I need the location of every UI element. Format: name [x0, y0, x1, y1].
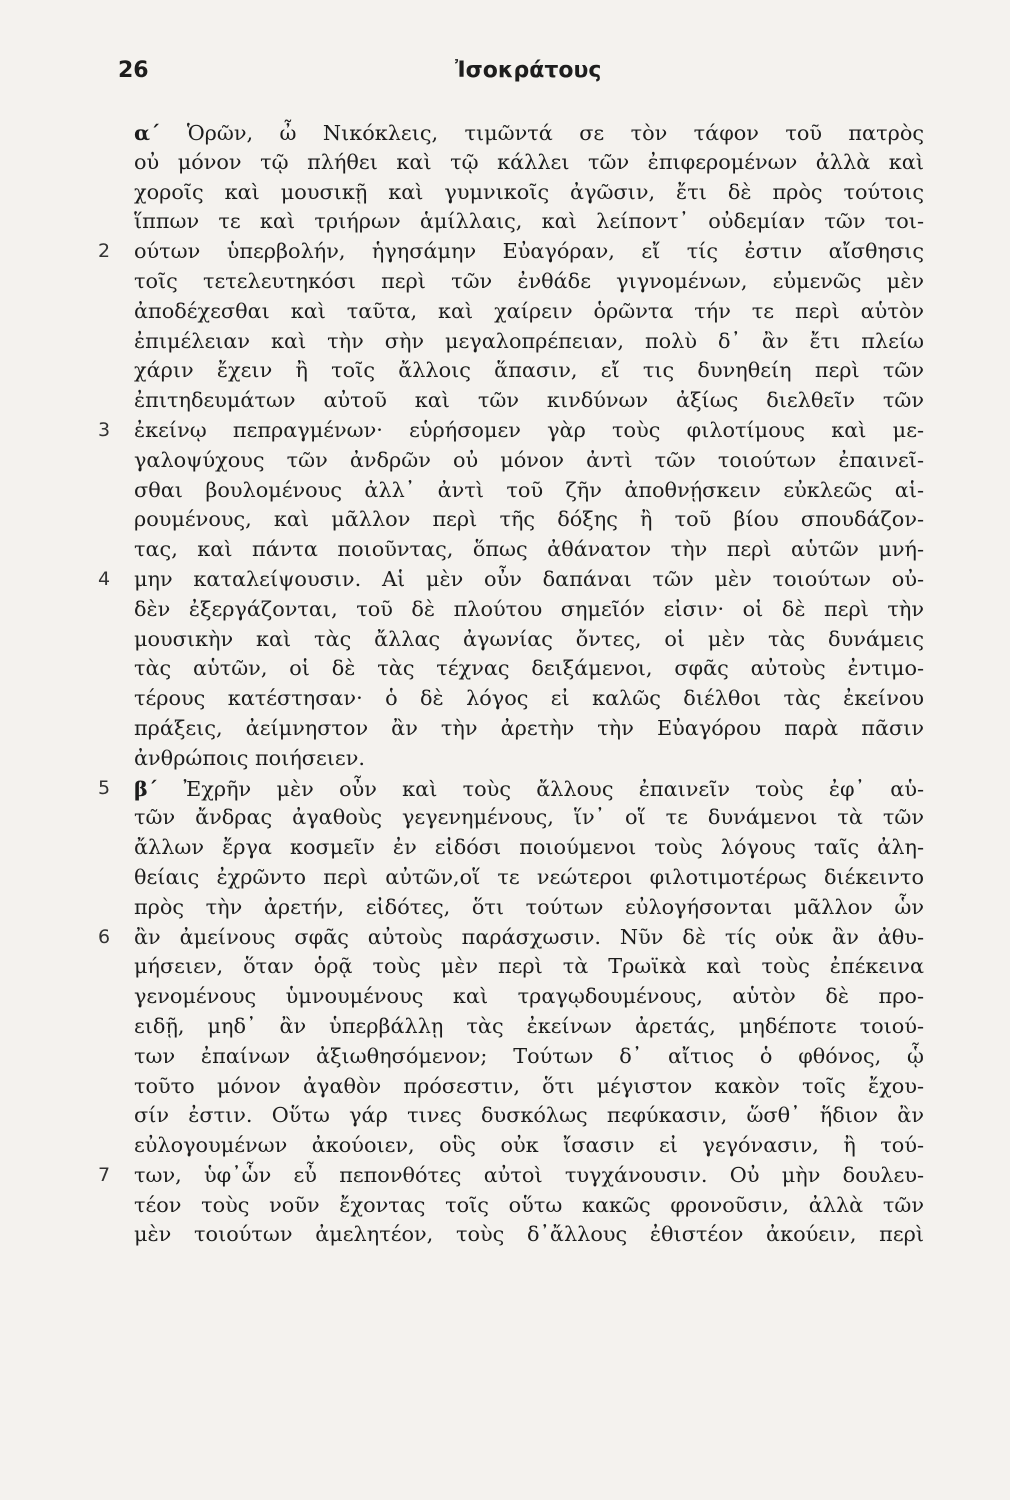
line-content: ἐκείνῳ πεπραγμένων· εὑρήσομεν γὰρ τοὺς φιλοτίμους καὶ με-: [134, 417, 924, 442]
line-text: [134, 1072, 924, 1102]
page-header: [0, 58, 1010, 98]
line-text: [134, 893, 924, 923]
line-content: ἂν ἀμείνους σφᾶς αὐτοὺς παράσχωσιν. Νῦν δὲ τίς οὐκ ἂν ἀθυ-: [134, 924, 924, 949]
page-number: 26: [118, 58, 149, 83]
line-text: [134, 178, 924, 208]
text-line: [0, 1042, 1010, 1072]
text-line: [0, 1131, 1010, 1161]
text-line: [0, 505, 1010, 535]
line-content: ἄλλων ἔργα κοσμεῖν ἐν εἰδόσι ποιούμενοι τοὺς λόγους ταῖς ἀλη-: [134, 835, 924, 860]
line-text: [134, 386, 924, 416]
line-text: [134, 625, 924, 655]
line-text: [134, 744, 924, 774]
line-content: θείαις ἐχρῶντο περὶ αὐτῶν,οἵ τε νεώτεροι φιλοτιμοτέρως διέκειντο: [134, 864, 924, 889]
text-line: [0, 595, 1010, 625]
line-text: [134, 148, 924, 178]
line-content: τέον τοὺς νοῦν ἔχοντας τοῖς οὕτω κακῶς φρονοῦσιν, ἀλλὰ τῶν: [134, 1192, 924, 1217]
line-text: [134, 207, 924, 237]
line-text: [134, 297, 924, 327]
line-content: Ὁρῶν, ὦ Νικόκλεις, τιμῶντά σε τὸν τάφον τοῦ πατρὸς: [186, 121, 924, 145]
line-content: ἀνθρώποις ποιήσειεν.: [134, 745, 365, 770]
line-text: [134, 595, 924, 625]
text-line: [0, 1161, 1010, 1191]
line-content: γενομένους ὑμνουμένους καὶ τραγῳδουμένους, αὑτὸν δὲ προ-: [134, 984, 924, 1009]
chapter-marker: β΄: [134, 775, 159, 801]
line-text: [134, 803, 924, 833]
text-line: [0, 535, 1010, 565]
line-content: πράξεις, ἀείμνηστον ἂν τὴν ἀρετὴν τὴν Εὐαγόρου παρὰ πᾶσιν: [134, 715, 924, 740]
section-number: 3: [98, 418, 111, 441]
line-content: δὲν ἐξεργάζονται, τοῦ δὲ πλούτου σημεῖόν εἰσιν· οἱ δὲ περὶ τὴν: [134, 596, 924, 621]
line-text: [134, 1131, 924, 1161]
line-text: [134, 1191, 924, 1221]
text-body: [0, 118, 1010, 1250]
line-content: πρὸς τὴν ἀρετήν, εἰδότες, ὅτι τούτων εὐλογήσονται μᾶλλον ὧν: [134, 894, 924, 919]
line-text: [134, 923, 924, 953]
line-content: μήσειεν, ὅταν ὁρᾷ τοὺς μὲν περὶ τὰ Τρωϊκὰ καὶ τοὺς ἐπέκεινα: [134, 954, 924, 979]
line-text: [134, 476, 924, 506]
section-number: 7: [98, 1163, 111, 1186]
line-text: [134, 1042, 924, 1072]
line-text: [134, 833, 924, 863]
line-text: [134, 982, 924, 1012]
line-text: [134, 327, 924, 357]
text-line: [0, 446, 1010, 476]
text-line: [0, 178, 1010, 208]
text-line: [0, 207, 1010, 237]
running-title: Ἰσοκράτους: [455, 58, 602, 83]
line-text: [134, 356, 924, 386]
line-content: ἀποδέχεσθαι καὶ ταῦτα, καὶ χαίρειν ὁρῶντα τήν τε περὶ αὑτὸν: [134, 298, 924, 323]
line-content: χοροῖς καὶ μουσικῇ καὶ γυμνικοῖς ἀγῶσιν, ἔτι δὲ πρὸς τούτοις: [134, 179, 924, 204]
text-line: [0, 833, 1010, 863]
text-line: [0, 744, 1010, 774]
line-content: σίν ἐστιν. Οὕτω γάρ τινες δυσκόλως πεφύκασιν, ὥσθ᾽ ἥδιον ἂν: [134, 1103, 924, 1128]
text-line: [0, 386, 1010, 416]
line-content: εὐλογουμένων ἀκούοιεν, οὓς οὐκ ἴσασιν εἰ γεγόνασιν, ἢ τού-: [134, 1133, 924, 1158]
line-content: τὰς αὑτῶν, οἱ δὲ τὰς τέχνας δειξάμενοι, σφᾶς αὐτοὺς ἐντιμο-: [134, 656, 924, 681]
text-line: [0, 684, 1010, 714]
text-line: [0, 356, 1010, 386]
line-text: [134, 714, 924, 744]
line-content: τας, καὶ πάντα ποιοῦντας, ὅπως ἀθάνατον τὴν περὶ αὑτῶν μνή-: [134, 537, 924, 562]
section-number: 5: [98, 776, 111, 799]
text-line: [0, 565, 1010, 595]
line-text: [134, 684, 924, 714]
line-content: ἐπιτηδευμάτων αὐτοῦ καὶ τῶν κινδύνων ἀξίως διελθεῖν τῶν: [134, 388, 924, 413]
text-line: [0, 803, 1010, 833]
text-line: [0, 237, 1010, 267]
line-content: ἵππων τε καὶ τριήρων ἁμίλλαις, καὶ λείποντ᾽ οὐδεμίαν τῶν τοι-: [134, 209, 924, 234]
line-content: μην καταλείψουσιν. Αἱ μὲν οὖν δαπάναι τῶν μὲν τοιούτων οὐ-: [134, 566, 924, 591]
line-content: τοῖς τετελευτηκόσι περὶ τῶν ἐνθάδε γιγνομένων, εὐμενῶς μὲν: [134, 268, 924, 293]
line-text: [134, 654, 924, 684]
section-number: 2: [98, 240, 111, 263]
line-content: τοῦτο μόνον ἀγαθὸν πρόσεστιν, ὅτι μέγιστον κακὸν τοῖς ἔχου-: [134, 1073, 924, 1098]
text-line: [0, 1191, 1010, 1221]
text-line: [0, 1101, 1010, 1131]
line-content: χάριν ἔχειν ἢ τοῖς ἄλλοις ἅπασιν, εἴ τις δυνηθείη περὶ τῶν: [134, 358, 924, 383]
line-content: ούτων ὑπερβολήν, ἡγησάμην Εὐαγόραν, εἴ τίς ἐστιν αἴσθησις: [134, 239, 924, 264]
line-text: [134, 565, 924, 595]
text-line: [0, 774, 1010, 804]
line-content: των, ὑφ᾽ὧν εὖ πεπονθότες αὐτοὶ τυγχάνουσιν. Οὐ μὴν δουλευ-: [134, 1162, 924, 1187]
line-content: ρουμένους, καὶ μᾶλλον περὶ τῆς δόξης ἢ τοῦ βίου σπουδάζον-: [134, 507, 924, 532]
text-line: [0, 1012, 1010, 1042]
line-text: [134, 1012, 924, 1042]
text-line: [0, 714, 1010, 744]
text-line: [0, 1072, 1010, 1102]
line-content: Ἐχρῆν μὲν οὖν καὶ τοὺς ἄλλους ἐπαινεῖν τοὺς ἐφ᾽ αὑ-: [183, 776, 924, 801]
section-number: 6: [98, 925, 111, 948]
text-line: [0, 952, 1010, 982]
line-text: [134, 416, 924, 446]
text-line: [0, 893, 1010, 923]
line-content: σθαι βουλομένους ἀλλ᾽ ἀντὶ τοῦ ζῆν ἀποθνῄσκειν εὐκλεῶς αἱ-: [134, 477, 924, 502]
line-content: τέρους κατέστησαν· ὁ δὲ λόγος εἰ καλῶς διέλθοι τὰς ἐκείνου: [134, 686, 924, 711]
text-line: [0, 982, 1010, 1012]
text-line: [0, 267, 1010, 297]
text-line: [0, 118, 1010, 148]
chapter-marker: α΄: [134, 120, 161, 145]
line-content: μὲν τοιούτων ἀμελητέον, τοὺς δ᾽ἄλλους ἐθιστέον ἀκούειν, περὶ: [134, 1222, 924, 1247]
section-number: 4: [98, 567, 111, 590]
text-line: [0, 148, 1010, 178]
text-line: [0, 1220, 1010, 1250]
line-text: [134, 1220, 924, 1250]
line-text: [134, 535, 924, 565]
text-line: [0, 416, 1010, 446]
text-line: [0, 327, 1010, 357]
text-line: [0, 476, 1010, 506]
line-content: τῶν ἄνδρας ἀγαθοὺς γεγενημένους, ἵν᾽ οἵ τε δυνάμενοι τὰ τῶν: [134, 805, 924, 830]
text-line: [0, 625, 1010, 655]
line-text: [134, 505, 924, 535]
line-text: [134, 952, 924, 982]
line-text: [134, 863, 924, 893]
line-content: ειδῇ, μηδ᾽ ἂν ὑπερβάλλῃ τὰς ἐκείνων ἀρετάς, μηδέποτε τοιού-: [134, 1013, 924, 1038]
line-content: οὐ μόνον τῷ πλήθει καὶ τῷ κάλλει τῶν ἐπιφερομένων ἀλλὰ καὶ: [134, 149, 924, 174]
line-text: [134, 237, 924, 267]
line-text: [134, 1101, 924, 1131]
line-content: ἐπιμέλειαν καὶ τὴν σὴν μεγαλοπρέπειαν, πολὺ δ᾽ ἂν ἔτι πλείω: [134, 328, 924, 353]
line-text: [134, 774, 924, 805]
line-text: [134, 446, 924, 476]
line-text: [134, 1161, 924, 1191]
line-content: γαλοψύχους τῶν ἀνδρῶν οὐ μόνον ἀντὶ τῶν τοιούτων ἐπαινεῖ-: [134, 447, 924, 472]
text-line: [0, 923, 1010, 953]
text-line: [0, 654, 1010, 684]
text-line: [0, 297, 1010, 327]
line-content: των ἐπαίνων ἀξιωθησόμενον; Τούτων δ᾽ αἴτιος ὁ φθόνος, ᾧ: [134, 1043, 924, 1068]
line-content: μουσικὴν καὶ τὰς ἄλλας ἀγωνίας ὄντες, οἱ μὲν τὰς δυνάμεις: [134, 626, 924, 651]
line-text: [134, 267, 924, 297]
line-text: [134, 118, 924, 149]
text-line: [0, 863, 1010, 893]
